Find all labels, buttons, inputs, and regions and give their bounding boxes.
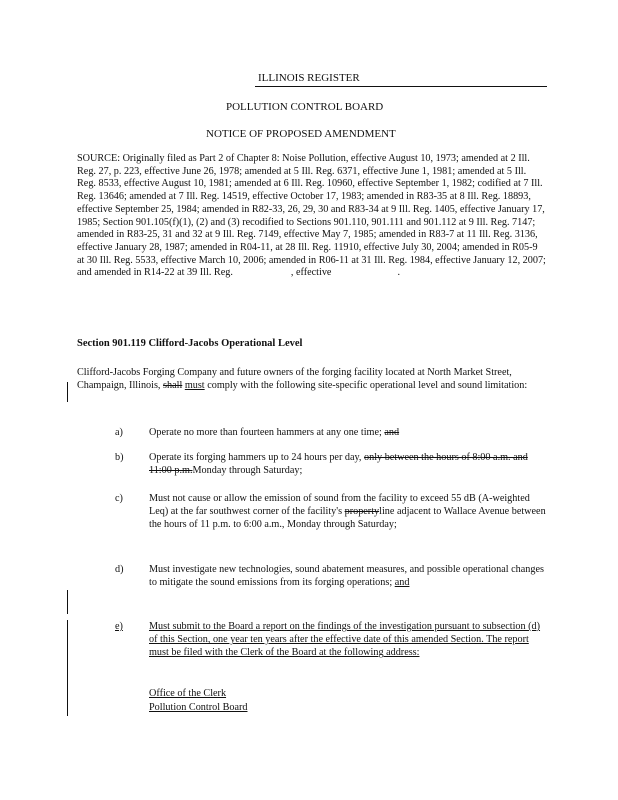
struck-text: property: [344, 506, 380, 518]
change-bar: [67, 382, 68, 402]
list-item: Operate its forging hammers up to 24 hours per day, only between the hours of 8:00 a.m. and 11:00 p.m.Monday through Saturday;: [149, 452, 528, 477]
struck-text: and: [384, 427, 400, 438]
address-line: Pollution Control Board: [149, 702, 248, 713]
notice-title: NOTICE OF PROPOSED AMENDMENT: [206, 128, 396, 140]
list-item: Operate no more than fourteen hammers at any one time; and: [149, 427, 400, 438]
struck-text: shall: [163, 380, 183, 391]
board-title: POLLUTION CONTROL BOARD: [226, 101, 384, 113]
source-end: .: [397, 267, 400, 279]
item-label: b): [115, 452, 124, 463]
item-label: a): [115, 427, 123, 438]
change-bar: [67, 590, 68, 614]
source-text: SOURCE: Originally filed as Part 2 of Chapter 8: Noise Pollution, effective August 10, 1973; amended at 2 Ill. Reg. 27, p. 223, effective June 26, 1978; amended at 5 Ill. Reg. 6371, effective June 1, 1981; amended at 5 Ill. Reg. 8533, effective August 10, 1981; amended at 6 Ill. Reg. 10960, effective September 1, 1982; codified at 7 Ill. Reg. 13646; amended at 7 Ill. Reg. 14519, effective October 17, 1983; amended in R83-35 at 8 Ill. Reg. 18893, effective September 25, 1984; amended in R82-33, 26, 29, 30 and R83-34 at 9 Ill. Reg. 1405, effective January 17, 1985; Section 901.105(f)(1), (2) and (3) recodified to Sections 901.110, 901.111 and 901.112 at 9 Ill. Reg. 7147; amended in R83-25, 31 and 32 at 9 Ill. Reg. 7149, effective May 7, 1985; amended in R83-7 at 11 Ill. Reg. 3136, effective January 28, 1987; amended in R04-11, at 28 Ill. Reg. 11910, effective July 30, 2004; amended in R05-9 at 30 Ill. Reg. 5533, effective March 10, 2006; amended in R06-11 at 31 Ill. Reg. 1984, effective January 12, 2007; and amended in R14-22 at 39 Ill. Reg.: [77, 153, 546, 279]
inserted-text: and: [394, 577, 410, 589]
struck-text: only between the hours of 8:00 a.m. and 11:00 p.m.: [149, 452, 528, 477]
source-effective: , effective: [290, 267, 332, 279]
register-title: ILLINOIS REGISTER: [258, 72, 360, 84]
change-bar: [67, 620, 68, 716]
section-intro: Clifford-Jacobs Forging Company and future owners of the forging facility located at North Market Street, Champaign, Illinois, shall must comply with the following site-specific operational level and sound limitation:: [77, 367, 528, 391]
item-label: e): [115, 621, 123, 632]
register-rule: [255, 86, 547, 87]
address-line: Office of the Clerk: [149, 688, 227, 699]
list-item: Must investigate new technologies, sound abatement measures, and possible operational changes to mitigate the sound emissions from its forging operations; and: [149, 564, 544, 589]
section-title: Section 901.119 Clifford-Jacobs Operational Level: [77, 338, 303, 349]
item-label: c): [115, 493, 123, 504]
list-item: Must submit to the Board a report on the findings of the investigation pursuant to subsection (d) of this Section, one year ten years after the effective date of this amended Section. The report must be filed with the Clerk of the Board at the following address:: [149, 621, 541, 659]
item-label: d): [115, 564, 124, 575]
inserted-text: must: [184, 380, 205, 391]
source-note: [77, 153, 547, 280]
list-item: Must not cause or allow the emission of sound from the facility to exceed 55 dB (A-weighted Leq) at the far southwest corner of the facility's propertyline adjacent to Wallace Avenue between the hours of 11 p.m. to 6:00 a.m., Monday through Saturday;: [149, 493, 546, 531]
